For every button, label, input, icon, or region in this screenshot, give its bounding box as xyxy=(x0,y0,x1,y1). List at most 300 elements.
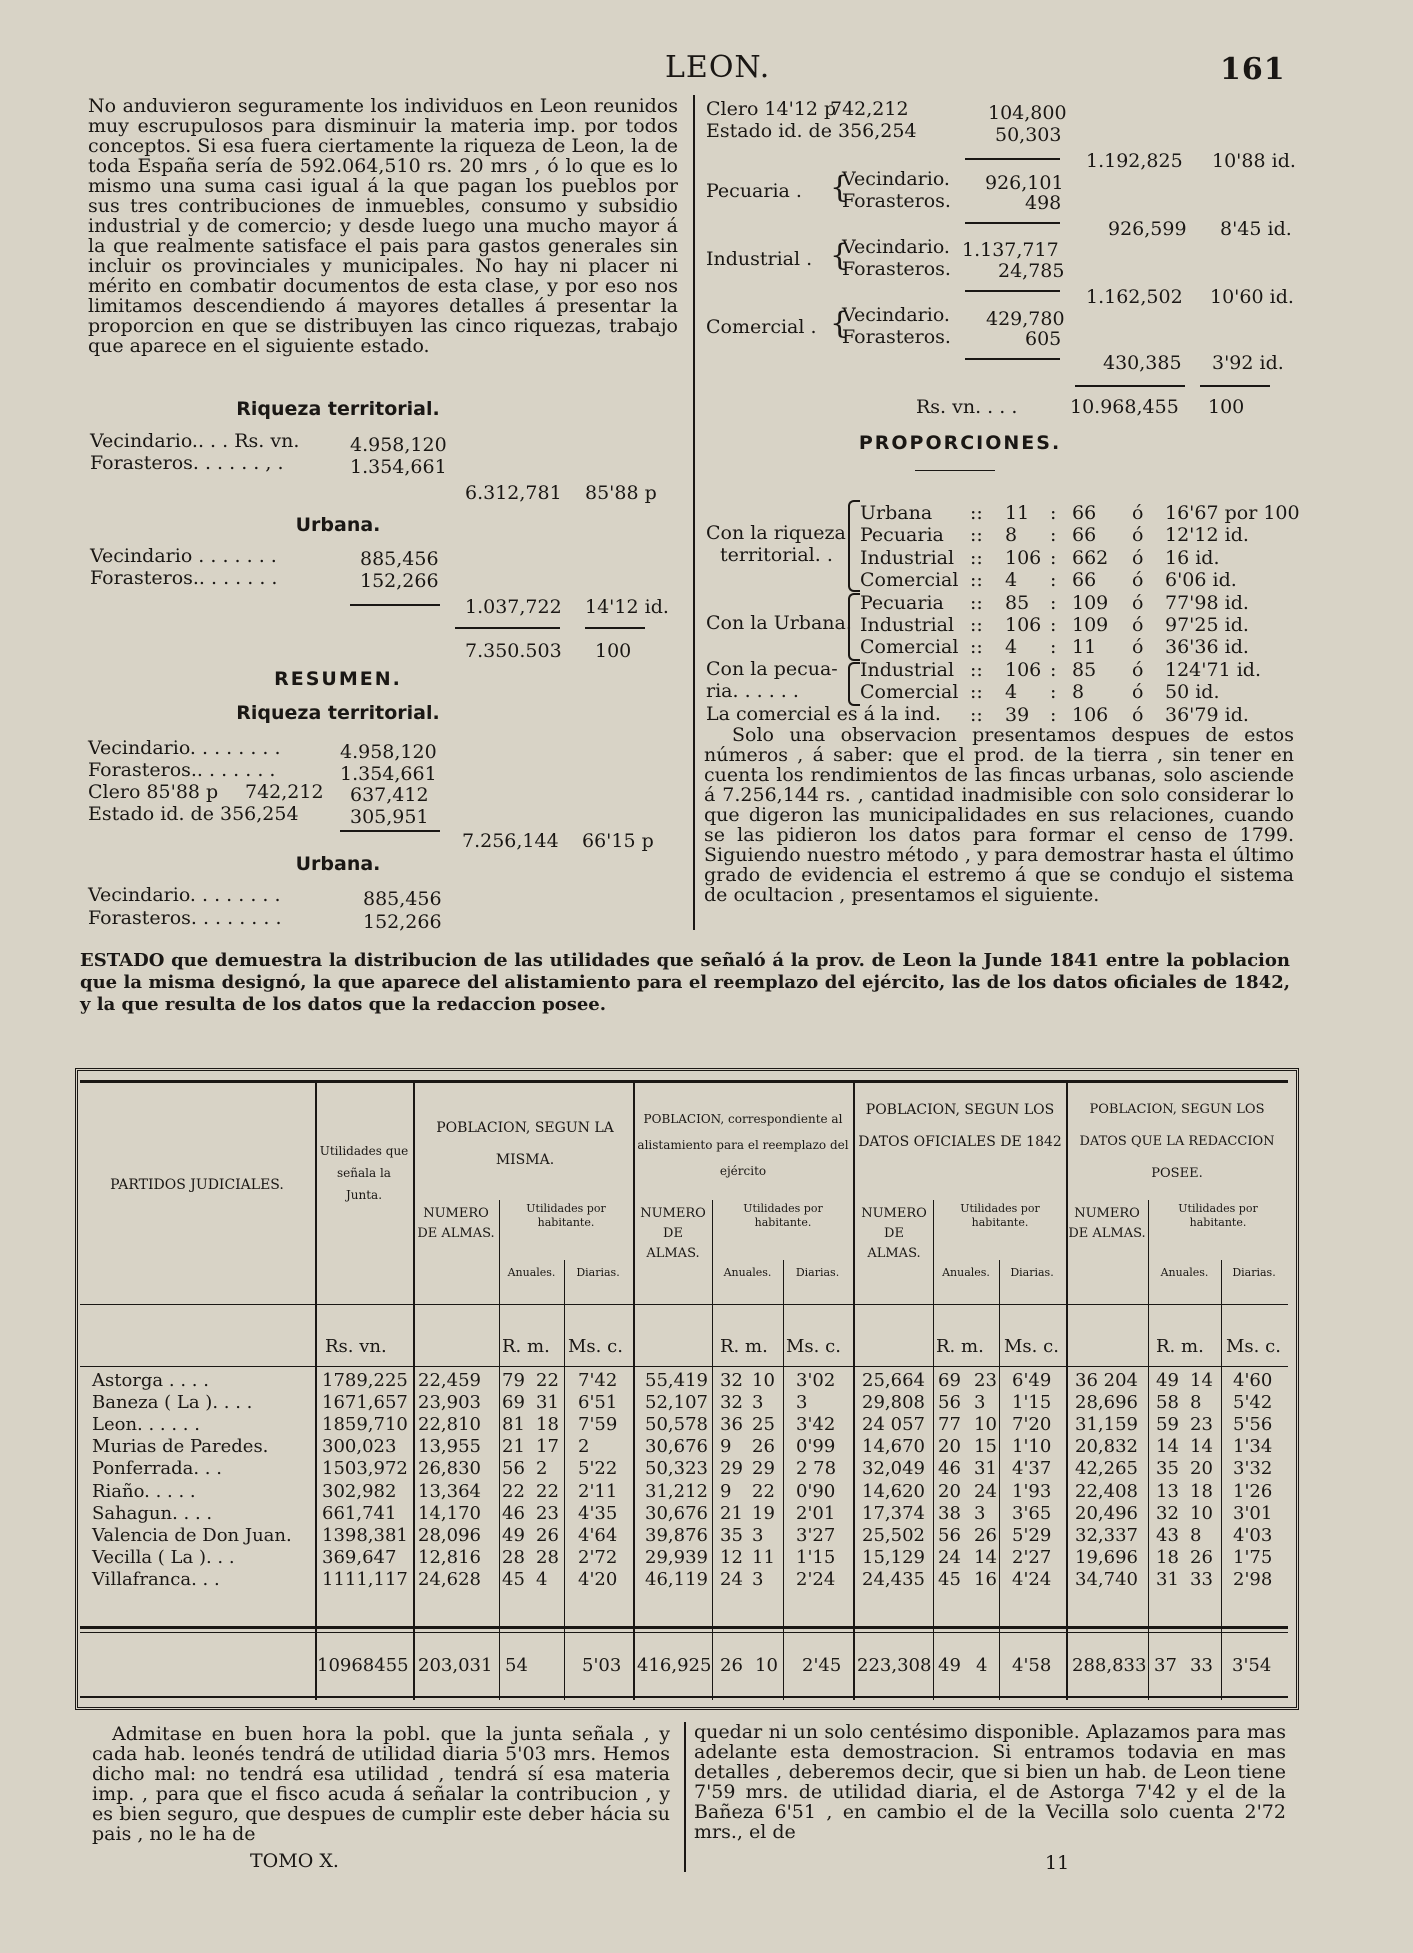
value: 926,101 xyxy=(985,172,1064,194)
header-utilidades-por: Utilidades por habitante. xyxy=(526,1202,606,1229)
table-cell: 29 xyxy=(752,1458,775,1479)
header-poblacion-3: POBLACION, SEGUN LOS DATOS OFICIALES DE 1842 xyxy=(858,1102,1062,1150)
table-cell: 30,676 xyxy=(645,1503,708,1524)
table-cell: 42,265 xyxy=(1075,1458,1138,1479)
bottom-left-paragraph: Admitase en buen hora la pobl. que la junta señala , y cada hab. leonés tendrá de utilidad diaria 5'03 mrs. Hemos dicho mal: no tendrá esa utilidad , tendrá sí esa materia imp. , para que el fisco acuda á señalar la contribucion , y es bien seguro, que despues de cumplir este deber hácia su pais , no le ha de xyxy=(92,1724,670,1845)
table-cell: 58 xyxy=(1156,1392,1179,1413)
table-cell: 13,955 xyxy=(418,1436,481,1457)
col-line xyxy=(315,1082,317,1700)
unit-label: Ms. c. xyxy=(568,1336,623,1357)
label: Vecindario. xyxy=(842,304,950,326)
header-numero: NUMERO DE ALMAS. xyxy=(861,1206,927,1261)
proporciones-heading: PROPORCIONES. xyxy=(858,432,1062,454)
table-cell: 14,170 xyxy=(418,1503,481,1524)
table-cell: 13 xyxy=(1156,1481,1179,1502)
table-cell: 31 xyxy=(974,1458,997,1479)
group-label: Con la pecua- xyxy=(706,658,838,680)
separator: ó xyxy=(1132,659,1144,681)
proportion-b: 662 xyxy=(1072,547,1109,569)
rule xyxy=(965,358,1060,360)
brace: { xyxy=(830,238,850,273)
separator: : xyxy=(1050,547,1057,569)
percent: 8'45 id. xyxy=(1220,218,1292,240)
separator: ó xyxy=(1132,681,1144,703)
table-cell: 22 xyxy=(536,1481,559,1502)
total-cell: 37 xyxy=(1154,1655,1177,1676)
rule xyxy=(80,1080,1288,1083)
grand-percent: 100 xyxy=(595,640,632,662)
separator: ó xyxy=(1132,547,1144,569)
table-cell: 16 xyxy=(974,1569,997,1590)
table-cell: 43 xyxy=(1156,1525,1179,1546)
separator: : xyxy=(1050,614,1057,636)
rule xyxy=(585,627,645,629)
value: 4.958,120 xyxy=(340,741,437,763)
rule xyxy=(350,604,440,606)
header-poblacion-1: POBLACION, SEGUN LA MISMA. xyxy=(436,1120,614,1168)
unit-label: Ms. c. xyxy=(786,1336,841,1357)
rule xyxy=(455,627,560,629)
table-cell: 1503,972 xyxy=(322,1458,408,1479)
rule xyxy=(80,1626,1288,1629)
table-cell: 369,647 xyxy=(322,1547,397,1568)
table-cell: 32 xyxy=(720,1370,743,1391)
separator: : xyxy=(1050,636,1057,658)
table-cell: 45 xyxy=(502,1569,525,1590)
table-cell: 52,107 xyxy=(645,1392,708,1413)
table-cell: 35 xyxy=(1156,1458,1179,1479)
total-cell: 10 xyxy=(755,1655,778,1676)
value: 498 xyxy=(1025,192,1062,214)
table-cell: 4'20 xyxy=(578,1569,618,1590)
table-cell: 300,023 xyxy=(322,1436,397,1457)
table-cell: 2 xyxy=(578,1436,590,1457)
separator: : xyxy=(1050,659,1057,681)
label: Vecindario.. . . Rs. vn. xyxy=(90,430,300,452)
table-cell: 22 xyxy=(536,1370,559,1391)
brace xyxy=(848,593,860,661)
table-cell: 13,364 xyxy=(418,1481,481,1502)
table-cell: 26 xyxy=(752,1436,775,1457)
total-cell: 5'03 xyxy=(582,1655,622,1676)
table-cell: 3'65 xyxy=(1012,1503,1052,1524)
table-cell: 10 xyxy=(974,1414,997,1435)
unit-label: R. m. xyxy=(936,1336,984,1357)
header-partidos: PARTIDOS JUDICIALES. xyxy=(110,1177,284,1193)
total: 6.312,781 xyxy=(465,482,562,504)
total-cell: 288,833 xyxy=(1072,1655,1147,1676)
table-cell: 5'56 xyxy=(1233,1414,1273,1435)
table-cell: 1'10 xyxy=(1012,1436,1052,1457)
table-cell: 46 xyxy=(502,1503,525,1524)
proportion-name: Comercial xyxy=(860,681,959,703)
proportion-result: 97'25 id. xyxy=(1165,614,1249,636)
table-cell: 22 xyxy=(752,1481,775,1502)
separator: : xyxy=(1050,681,1057,703)
proportion-name: Pecuaria xyxy=(860,524,944,546)
separator: : xyxy=(1050,524,1057,546)
total-cell: 49 xyxy=(938,1655,961,1676)
estado-title: ESTADO que demuestra la distribucion de las utilidades que señaló á la prov. de Leon la Junde 1841 entre la poblacion que la misma designó, la que aparece del alistamiento para el reemplazo del ejército, las de los datos oficiales de 1842, y la que resulta de los datos que la redaccion posee. xyxy=(80,950,1290,1015)
table-cell: 56 xyxy=(502,1458,525,1479)
separator: ó xyxy=(1132,704,1144,726)
value: 742,212 xyxy=(245,781,324,803)
table-cell: 12 xyxy=(720,1547,743,1568)
separator: :: xyxy=(970,636,983,658)
unit-label: Ms. c. xyxy=(1226,1336,1281,1357)
label: Forasteros. . . . . . , . xyxy=(90,452,284,474)
table-cell: 0'90 xyxy=(796,1481,836,1502)
proportion-a: 85 xyxy=(1005,592,1030,614)
intro-paragraph: No anduvieron seguramente los individuos en Leon reunidos muy escrupulosos para disminuir la materia imp. por todos conceptos. Si esa fuera ciertamente la riqueza de Leon, la de toda España sería de 592.064,510 rs. 20 mrs , ó lo que es lo mismo una suma casi igual á la que pagan los pueblos por sus tres contribuciones de inmuebles, consumo y subsidio industrial y de comercio; y desde luego una mucho mayor á la que realmente satisface el pais para gastos generales sin incluir os provinciales y municipales. No hay ni placer ni mérito en combatir documentos de esta clase, y por eso nos limitamos descendiendo á mayores detalles á presentar la proporcion en que se distribuyen las cinco riquezas, trabajo que aparece en el siguiente estado. xyxy=(88,96,678,357)
table-cell: 69 xyxy=(502,1392,525,1413)
unit-label: Rs. vn. xyxy=(325,1336,387,1357)
table-cell: 1789,225 xyxy=(322,1370,408,1391)
table-cell: 77 xyxy=(938,1414,961,1435)
table-cell: 26,830 xyxy=(418,1458,481,1479)
table-cell: 2'11 xyxy=(578,1481,618,1502)
table-cell: 2'72 xyxy=(578,1547,618,1568)
header-anuales: Anuales. xyxy=(1160,1266,1209,1279)
proportion-a: 106 xyxy=(1005,659,1042,681)
col-line xyxy=(999,1260,1000,1700)
table-cell: 26 xyxy=(536,1525,559,1546)
table-cell: 3'32 xyxy=(1233,1458,1273,1479)
total-cell: 4 xyxy=(976,1655,988,1676)
proportion-result: 36'36 id. xyxy=(1165,636,1249,658)
col-line xyxy=(853,1082,855,1700)
table-cell: 28,096 xyxy=(418,1525,481,1546)
table-cell: 32,049 xyxy=(862,1458,925,1479)
value: 50,303 xyxy=(995,124,1062,146)
row-label: Astorga . . . . xyxy=(92,1370,209,1391)
rule xyxy=(965,158,1060,160)
table-cell: 9 xyxy=(720,1481,732,1502)
header-utilidades: Utilidades que señala la Junta. xyxy=(319,1144,409,1202)
table-cell: 4'03 xyxy=(1233,1525,1273,1546)
table-cell: 79 xyxy=(502,1370,525,1391)
header-anuales: Anuales. xyxy=(507,1266,556,1279)
proportion-a: 39 xyxy=(1005,704,1030,726)
rule xyxy=(1200,385,1270,387)
rule xyxy=(80,1304,1288,1305)
table-cell: 5'22 xyxy=(578,1458,618,1479)
total-cell: 4'58 xyxy=(1012,1655,1052,1676)
table-cell: 23 xyxy=(1190,1414,1213,1435)
table-cell: 18 xyxy=(536,1414,559,1435)
header-diarias: Diarias. xyxy=(795,1266,840,1279)
signature-mark: 11 xyxy=(1045,1852,1070,1874)
table-cell: 2 78 xyxy=(796,1458,837,1479)
table-cell: 18 xyxy=(1156,1547,1179,1568)
table-cell: 22,459 xyxy=(418,1370,481,1391)
table-cell: 24 057 xyxy=(862,1414,925,1435)
column-divider xyxy=(693,95,695,930)
table-cell: 8 xyxy=(1190,1525,1202,1546)
label: Forasteros. xyxy=(842,190,951,212)
table-cell: 14,670 xyxy=(862,1436,925,1457)
label: Clero 85'88 p xyxy=(88,781,219,803)
table-cell: 17 xyxy=(536,1436,559,1457)
rule xyxy=(1075,385,1185,387)
table-cell: 6'49 xyxy=(1012,1370,1052,1391)
col-line xyxy=(1221,1260,1222,1700)
table-cell: 9 xyxy=(720,1436,732,1457)
total: 7.256,144 xyxy=(462,830,559,852)
brace xyxy=(848,662,860,706)
separator: :: xyxy=(970,614,983,636)
table-cell: 24,435 xyxy=(862,1569,925,1590)
proportion-a: 8 xyxy=(1005,524,1018,546)
page-number: 161 xyxy=(1220,52,1286,87)
col-line xyxy=(783,1260,784,1700)
table-cell: 36 xyxy=(720,1414,743,1435)
value: 1.137,717 xyxy=(962,239,1059,261)
table-cell: 1671,657 xyxy=(322,1392,408,1413)
proportion-b: 66 xyxy=(1072,502,1097,524)
proportion-result: 16 id. xyxy=(1165,547,1220,569)
separator: ó xyxy=(1132,592,1144,614)
separator: : xyxy=(1050,502,1057,524)
header-anuales: Anuales. xyxy=(723,1266,772,1279)
table-cell: 20 xyxy=(1190,1458,1213,1479)
table-cell: 4'35 xyxy=(578,1503,618,1524)
proportion-name: Comercial xyxy=(860,636,959,658)
table-cell: 56 xyxy=(938,1525,961,1546)
table-cell: 1398,381 xyxy=(322,1525,408,1546)
table-cell: 661,741 xyxy=(322,1503,397,1524)
table-cell: 20,832 xyxy=(1075,1436,1138,1457)
table-cell: 29 xyxy=(720,1458,743,1479)
separator: :: xyxy=(970,524,983,546)
header-anuales: Anuales. xyxy=(942,1266,990,1279)
table-cell: 34,740 xyxy=(1075,1569,1138,1590)
total: 926,599 xyxy=(1108,218,1187,240)
table-cell: 14 xyxy=(974,1547,997,1568)
table-cell: 46,119 xyxy=(645,1569,708,1590)
table-cell: 7'59 xyxy=(578,1414,618,1435)
total: 430,385 xyxy=(1103,352,1182,374)
label: Vecindario. xyxy=(842,236,950,258)
table-cell: 3 xyxy=(974,1392,986,1413)
separator: :: xyxy=(970,569,983,591)
table-cell: 32,337 xyxy=(1075,1525,1138,1546)
proportion-name: Urbana xyxy=(860,502,933,524)
table-cell: 28 xyxy=(536,1547,559,1568)
value: 637,412 xyxy=(350,784,429,806)
table-cell: 8 xyxy=(1190,1392,1202,1413)
label: Estado id. de 356,254 xyxy=(706,120,917,142)
label: Vecindario . . . . . . . xyxy=(90,545,277,567)
column-divider xyxy=(684,1722,686,1872)
label: Clero 14'12 p xyxy=(706,98,837,120)
proportion-b: 66 xyxy=(1072,524,1097,546)
table-cell: 19,696 xyxy=(1075,1547,1138,1568)
table-cell: 20,496 xyxy=(1075,1503,1138,1524)
table-cell: 29,808 xyxy=(862,1392,925,1413)
value: 605 xyxy=(1025,328,1062,350)
header-numero: NUMERO DE ALMAS. xyxy=(1068,1206,1146,1241)
rule xyxy=(965,222,1060,224)
total-cell: 203,031 xyxy=(418,1655,493,1676)
row-label: Riaño. . . . . xyxy=(92,1481,196,1502)
label: Forasteros. xyxy=(842,326,951,348)
total-cell: 416,925 xyxy=(637,1655,712,1676)
label: Pecuaria . xyxy=(706,180,802,202)
table-cell: 302,982 xyxy=(322,1481,397,1502)
rule xyxy=(80,1366,1288,1367)
proportion-result: 124'71 id. xyxy=(1165,659,1261,681)
separator: : xyxy=(1050,569,1057,591)
proportion-b: 11 xyxy=(1072,636,1097,658)
table-cell: 25 xyxy=(752,1414,775,1435)
table-cell: 1'15 xyxy=(1012,1392,1052,1413)
table-cell: 17,374 xyxy=(862,1503,925,1524)
table-cell: 26 xyxy=(974,1525,997,1546)
rs-label: Rs. vn. . . . xyxy=(916,396,1018,418)
separator: ó xyxy=(1132,569,1144,591)
header-utilidades-por: Utilidades por habitante. xyxy=(960,1202,1040,1229)
value: 885,456 xyxy=(360,548,439,570)
table-cell: 7'20 xyxy=(1012,1414,1052,1435)
total: 1.162,502 xyxy=(1086,286,1183,308)
unit-label: R. m. xyxy=(1156,1336,1204,1357)
table-cell: 1'15 xyxy=(796,1547,836,1568)
observation-paragraph: Solo una observacion presentamos despues de estos números , á saber: que el prod. de la tierra , sin tener en cuenta los rendimientos de las fincas urbanas, solo asciende á 7.256,144 rs. , cantidad inadmisible con solo considerar lo que digeron las municipalidades en sus relaciones, cuando se las pidieron los datos para formar el censo de 1799. Siguiendo nuestro método , y para demostrar hasta el último grado de evidencia el estremo á que se condujo el sistema de ocultacion , presentamos el siguiente. xyxy=(704,725,1294,906)
table-cell: 4'64 xyxy=(578,1525,618,1546)
header-diarias: Diarias. xyxy=(576,1266,620,1279)
table-cell: 31,212 xyxy=(645,1481,708,1502)
rule xyxy=(340,830,440,832)
table-cell: 3 xyxy=(974,1503,986,1524)
table-cell: 3'02 xyxy=(796,1370,836,1391)
value: 305,951 xyxy=(350,806,429,828)
row-label: Ponferrada. . . xyxy=(92,1458,222,1479)
table-cell: 3 xyxy=(796,1392,808,1413)
value: 742,212 xyxy=(830,98,909,120)
table-cell: 2'98 xyxy=(1233,1569,1273,1590)
unit-label: R. m. xyxy=(720,1336,768,1357)
table-cell: 35 xyxy=(720,1525,743,1546)
brace: { xyxy=(830,306,850,341)
brace: { xyxy=(830,170,850,205)
percent: 10'88 id. xyxy=(1212,150,1296,172)
proportion-result: 50 id. xyxy=(1165,681,1220,703)
table-cell: 4 xyxy=(536,1569,548,1590)
label: Forasteros. . . . . . . . xyxy=(88,907,282,929)
proportion-a: 4 xyxy=(1005,569,1018,591)
riqueza-territorial-heading: Riqueza territorial. xyxy=(236,398,440,420)
table-cell: 45 xyxy=(938,1569,961,1590)
rs-total: 10.968,455 xyxy=(1070,396,1179,418)
unit-label: R. m. xyxy=(502,1336,550,1357)
total-cell: 10968455 xyxy=(317,1655,409,1676)
col-line xyxy=(564,1260,565,1700)
table-cell: 23 xyxy=(536,1503,559,1524)
table-cell: 3 xyxy=(752,1392,764,1413)
table-cell: 14 xyxy=(1156,1436,1179,1457)
tomo-label: TOMO X. xyxy=(250,1850,339,1872)
table-cell: 32 xyxy=(720,1392,743,1413)
separator: :: xyxy=(970,681,983,703)
separator: ó xyxy=(1132,614,1144,636)
table-cell: 3'27 xyxy=(796,1525,836,1546)
table-cell: 31 xyxy=(536,1392,559,1413)
table-cell: 23,903 xyxy=(418,1392,481,1413)
proportion-a: 4 xyxy=(1005,636,1018,658)
table-cell: 39,876 xyxy=(645,1525,708,1546)
header-poblacion-4: POBLACION, SEGUN LOS DATOS QUE LA REDACCION POSEE. xyxy=(1079,1102,1275,1181)
group-label: ria. . . . . . xyxy=(706,680,799,702)
proportion-name: Industrial xyxy=(860,659,955,681)
rule xyxy=(915,470,995,471)
table-cell: 14 xyxy=(1190,1370,1213,1391)
table-cell: 20 xyxy=(938,1436,961,1457)
table-cell: 59 xyxy=(1156,1414,1179,1435)
value: 885,456 xyxy=(363,888,442,910)
label: Vecindario. . . . . . . . xyxy=(88,737,281,759)
total-cell: 2'45 xyxy=(802,1655,842,1676)
table-cell: 25,664 xyxy=(862,1370,925,1391)
table-cell: 20 xyxy=(938,1481,961,1502)
value: 429,780 xyxy=(986,308,1065,330)
table-cell: 28,696 xyxy=(1075,1392,1138,1413)
row-label: Baneza ( La ). . . . xyxy=(92,1392,253,1413)
group-label: territorial. . xyxy=(720,544,833,566)
row-label: Sahagun. . . . xyxy=(92,1503,213,1524)
proportion-name: Pecuaria xyxy=(860,592,944,614)
row-label: Villafranca. . . xyxy=(92,1569,220,1590)
brace xyxy=(848,500,860,592)
table-cell: 1'26 xyxy=(1233,1481,1273,1502)
table-cell: 49 xyxy=(1156,1370,1179,1391)
table-cell: 3 xyxy=(752,1525,764,1546)
row-label: Valencia de Don Juan. xyxy=(92,1525,292,1546)
proportion-result: 12'12 id. xyxy=(1165,524,1249,546)
table-cell: 46 xyxy=(938,1458,961,1479)
proportion-name: Comercial xyxy=(860,569,959,591)
table-cell: 10 xyxy=(752,1370,775,1391)
table-cell: 0'99 xyxy=(796,1436,836,1457)
value: 104,800 xyxy=(988,102,1067,124)
table-cell: 36 204 xyxy=(1075,1370,1138,1391)
percent: 66'15 p xyxy=(582,830,654,852)
proportion-name: Industrial xyxy=(860,614,955,636)
proportion-b: 109 xyxy=(1072,592,1109,614)
value: 1.354,661 xyxy=(350,456,447,478)
table-cell: 56 xyxy=(938,1392,961,1413)
table-cell: 38 xyxy=(938,1503,961,1524)
table-cell: 49 xyxy=(502,1525,525,1546)
proportion-result: 6'06 id. xyxy=(1165,569,1237,591)
table-cell: 1859,710 xyxy=(322,1414,408,1435)
col-line xyxy=(413,1082,415,1700)
percent: 10'60 id. xyxy=(1210,286,1294,308)
proportion-b: 106 xyxy=(1072,704,1109,726)
total-cell: 223,308 xyxy=(857,1655,932,1676)
table-cell: 2 xyxy=(536,1458,548,1479)
proportion-result: 77'98 id. xyxy=(1165,592,1249,614)
grand-total: 7.350.503 xyxy=(465,640,562,662)
table-cell: 5'42 xyxy=(1233,1392,1273,1413)
table-cell: 3'01 xyxy=(1233,1503,1273,1524)
proportion-result: 36'79 id. xyxy=(1165,704,1249,726)
urbana-heading: Urbana. xyxy=(295,514,381,536)
table-cell: 21 xyxy=(720,1503,743,1524)
table-cell: 31,159 xyxy=(1075,1414,1138,1435)
rule xyxy=(965,290,1060,292)
table-cell: 15,129 xyxy=(862,1547,925,1568)
